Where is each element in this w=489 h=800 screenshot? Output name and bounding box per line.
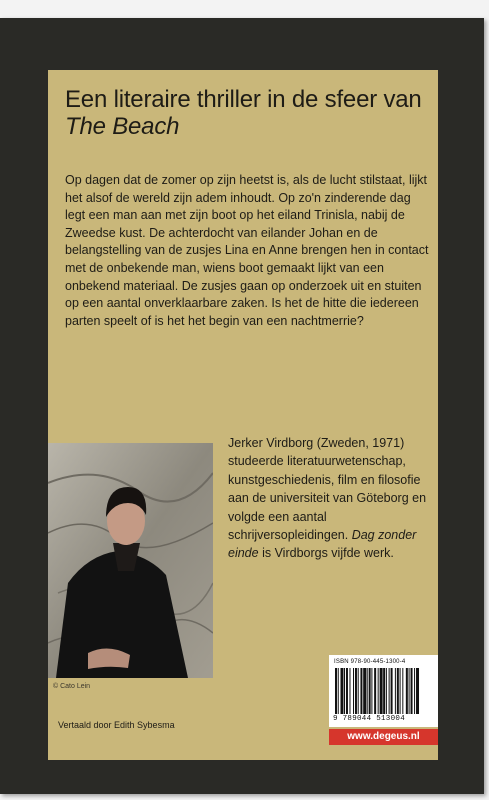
barcode-bar	[340, 668, 343, 714]
barcode-bar	[397, 668, 399, 714]
barcode	[329, 655, 438, 727]
barcode-bar	[346, 668, 348, 714]
photo-credit: © Cato Lein	[53, 683, 91, 690]
headline-text: Een literaire thriller in de sfeer van	[65, 86, 422, 113]
barcode-bar	[344, 668, 345, 714]
headline	[65, 86, 435, 140]
barcode-bar	[391, 668, 393, 714]
blurb: Op dagen dat de zomer op zijn heetst is, als de lucht stilstaat, lijkt het alsof de wereld zijn adem inhoudt. Op zo'n zinderende dag legt een man aan met zijn boot op het eiland Trinisla, nabij de Zweedse kust. De achterdocht van eilander Johan en de belangstelling van de zusjes Lina en Anne brengen hen in contact met de onbekende man, wiens boot gemaakt lijkt van een onbekend materiaal. De zusjes gaan op onderzoek uit en stuiten op een aantal onverklaarbare zaken. Is het de hitte die iedereen parten speelt of is het het begin van een nachtmerrie?	[65, 173, 429, 328]
barcode-bar	[360, 668, 362, 714]
bio-text-end: is Virdborgs vijfde werk.	[258, 546, 394, 561]
bio-book-title: Dag zonder einde	[228, 528, 417, 561]
barcode-bar	[349, 668, 350, 714]
barcode-bar	[409, 668, 410, 714]
barcode-bar	[380, 668, 383, 714]
ean-number: 9 789044 513004	[333, 715, 406, 723]
author-bio	[228, 434, 433, 563]
author-photo	[48, 443, 213, 678]
barcode-bar	[355, 668, 357, 714]
barcode-bar	[416, 668, 419, 714]
barcode-bar	[353, 668, 354, 714]
barcode-bar	[389, 668, 390, 714]
cover-panel	[48, 70, 438, 760]
barcode-bar	[338, 668, 339, 714]
barcode-bar	[406, 668, 408, 714]
barcode-bar	[378, 668, 379, 714]
barcode-bar	[383, 668, 385, 714]
barcode-bar	[369, 668, 371, 714]
barcode-bar	[363, 668, 366, 714]
barcode-bar	[374, 668, 376, 714]
barcode-bar	[335, 668, 337, 714]
publisher-website[interactable]: www.degeus.nl	[329, 729, 438, 745]
isbn-label: ISBN 978-90-445-1300-4	[334, 659, 406, 665]
barcode-bar	[367, 668, 368, 714]
barcode-bar	[411, 668, 413, 714]
book-back-cover	[0, 18, 484, 794]
translator-credit: Vertaald door Edith Sybesma	[58, 720, 175, 730]
headline-title: The Beach	[65, 113, 180, 140]
barcode-bars	[335, 668, 432, 714]
barcode-bar	[400, 668, 401, 714]
barcode-bar	[358, 668, 359, 714]
barcode-bar	[371, 668, 372, 714]
barcode-bar	[386, 668, 387, 714]
barcode-bar	[402, 668, 403, 714]
bio-text: Jerker Virdborg (Zweden, 1971) studeerde literatuurwetenschap, kunstgeschiedenis, film en filosofie aan de universiteit van Göteborg en volgde een aantal schrijversopleidingen.	[228, 436, 427, 543]
barcode-bar	[414, 668, 415, 714]
barcode-bar	[395, 668, 396, 714]
